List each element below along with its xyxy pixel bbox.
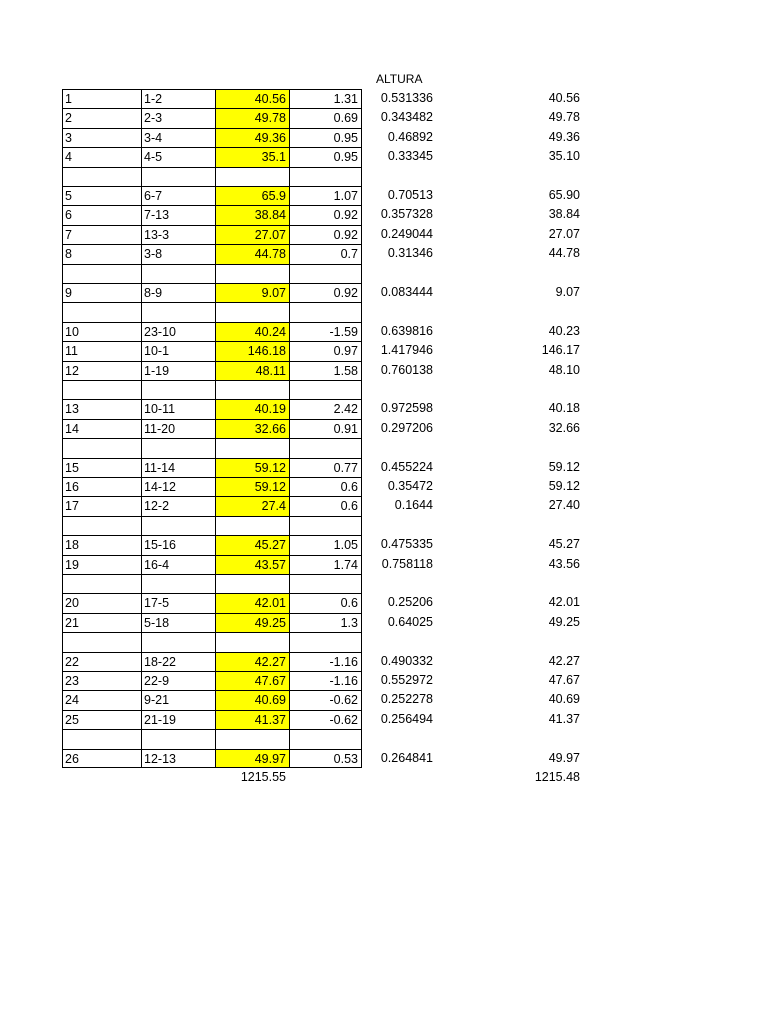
cell-calc: 0.972598	[380, 401, 433, 416]
cell-height: 1.31	[289, 89, 362, 108]
cell-segment	[141, 380, 215, 399]
cell-height: 0.97	[289, 341, 362, 360]
cell-calc: 0.475335	[380, 537, 433, 552]
cell-calc: 0.256494	[380, 711, 433, 726]
cell-height: 2.42	[289, 399, 362, 418]
cell-result: 40.56	[548, 91, 580, 105]
cell-distance	[215, 438, 289, 457]
cell-distance	[215, 632, 289, 651]
cell-number: 4	[62, 147, 141, 166]
cell-distance: 40.19	[215, 399, 289, 418]
total-result: 1215.48	[534, 770, 580, 784]
cell-segment: 7-13	[141, 205, 215, 224]
cell-segment: 2-3	[141, 108, 215, 127]
cell-distance: 9.07	[215, 283, 289, 302]
cell-height: -1.59	[289, 322, 362, 341]
cell-number: 16	[62, 477, 141, 496]
cell-height	[289, 302, 362, 321]
cell-calc: 0.249044	[380, 226, 433, 241]
cell-distance: 49.25	[215, 613, 289, 632]
cell-result: 49.25	[548, 614, 580, 629]
cell-calc: 0.552972	[380, 673, 433, 687]
cell-result: 42.01	[548, 595, 580, 610]
table-row	[0, 399, 768, 418]
cell-result	[436, 438, 582, 457]
cell-number: 12	[62, 361, 141, 380]
cell-segment	[141, 516, 215, 535]
cell-segment: 6-7	[141, 186, 215, 205]
cell-distance: 35.1	[215, 147, 289, 166]
table-row	[0, 341, 768, 360]
cell-calc	[362, 729, 436, 748]
cell-number: 21	[62, 613, 141, 632]
cell-number: 26	[62, 749, 141, 768]
cell-segment: 14-12	[141, 477, 215, 496]
cell-number: 10	[62, 322, 141, 341]
cell-result: 27.07	[548, 226, 580, 241]
cell-distance: 40.56	[215, 89, 289, 108]
cell-result: 45.27	[548, 537, 580, 552]
cell-height	[289, 516, 362, 535]
cell-calc: 0.1644	[394, 498, 433, 513]
table-row	[0, 749, 768, 768]
cell-number	[62, 167, 141, 186]
table-row	[0, 438, 768, 457]
cell-distance: 27.4	[215, 496, 289, 515]
cell-height: 0.92	[289, 225, 362, 244]
cell-segment: 10-11	[141, 399, 215, 418]
table-row	[0, 322, 768, 341]
cell-distance: 45.27	[215, 535, 289, 554]
cell-segment: 3-8	[141, 244, 215, 263]
cell-height: -0.62	[289, 710, 362, 729]
cell-number: 17	[62, 496, 141, 515]
cell-distance: 42.01	[215, 593, 289, 612]
cell-height	[289, 380, 362, 399]
cell-result: 9.07	[555, 285, 580, 299]
cell-calc: 0.70513	[387, 188, 433, 202]
cell-result	[436, 574, 582, 593]
cell-number: 23	[62, 671, 141, 690]
table-row	[0, 574, 768, 593]
cell-distance	[215, 729, 289, 748]
cell-result: 40.69	[548, 692, 580, 707]
table-row	[0, 613, 768, 632]
cell-height	[289, 574, 362, 593]
cell-result: 48.10	[548, 362, 580, 377]
cell-segment: 12-2	[141, 496, 215, 515]
cell-segment: 16-4	[141, 555, 215, 574]
cell-distance: 44.78	[215, 244, 289, 263]
cell-distance	[215, 167, 289, 186]
cell-distance	[215, 264, 289, 283]
cell-height	[289, 729, 362, 748]
table-row	[0, 652, 768, 671]
table-row	[0, 361, 768, 380]
cell-segment: 1-2	[141, 89, 215, 108]
cell-segment: 10-1	[141, 341, 215, 360]
table-row	[0, 380, 768, 399]
cell-calc	[362, 632, 436, 651]
cell-calc: 0.252278	[380, 692, 433, 707]
table-row	[0, 710, 768, 729]
table-row	[0, 632, 768, 651]
cell-segment: 13-3	[141, 225, 215, 244]
cell-height: 1.07	[289, 186, 362, 205]
table-row	[0, 186, 768, 205]
cell-result: 27.40	[548, 498, 580, 513]
table-row	[0, 458, 768, 477]
cell-result: 49.97	[548, 750, 580, 765]
table-row	[0, 283, 768, 302]
cell-result: 59.12	[548, 459, 580, 474]
cell-calc: 0.64025	[387, 614, 433, 629]
cell-number: 22	[62, 652, 141, 671]
cell-segment	[141, 438, 215, 457]
table-row	[0, 89, 768, 108]
cell-segment: 17-5	[141, 593, 215, 612]
cell-distance: 42.27	[215, 652, 289, 671]
cell-distance: 38.84	[215, 205, 289, 224]
cell-height	[289, 167, 362, 186]
cell-segment: 23-10	[141, 322, 215, 341]
cell-segment: 21-19	[141, 710, 215, 729]
cell-height: 0.6	[289, 593, 362, 612]
table-row	[0, 264, 768, 283]
cell-distance: 49.78	[215, 108, 289, 127]
cell-number	[62, 438, 141, 457]
cell-calc	[362, 167, 436, 186]
table-row	[0, 302, 768, 321]
cell-calc	[362, 516, 436, 535]
cell-segment: 18-22	[141, 652, 215, 671]
cell-number: 3	[62, 128, 141, 147]
cell-segment	[141, 632, 215, 651]
cell-result: 49.78	[548, 110, 580, 125]
cell-number	[62, 632, 141, 651]
cell-height: 0.69	[289, 108, 362, 127]
cell-height: -1.16	[289, 671, 362, 690]
cell-height: 0.6	[289, 496, 362, 515]
cell-segment: 11-20	[141, 419, 215, 438]
cell-number: 5	[62, 186, 141, 205]
table-row	[0, 496, 768, 515]
cell-height: 1.05	[289, 535, 362, 554]
cell-segment: 9-21	[141, 690, 215, 709]
cell-calc: 0.490332	[380, 653, 433, 668]
table-row	[0, 167, 768, 186]
cell-height: -1.16	[289, 652, 362, 671]
cell-segment: 15-16	[141, 535, 215, 554]
cell-result	[436, 516, 582, 535]
table-row	[0, 593, 768, 612]
cell-segment: 12-13	[141, 749, 215, 768]
table-row	[0, 477, 768, 496]
cell-segment: 3-4	[141, 128, 215, 147]
totals-row	[0, 768, 768, 787]
cell-distance	[215, 380, 289, 399]
cell-number: 20	[62, 593, 141, 612]
cell-result	[436, 380, 582, 399]
cell-distance: 40.69	[215, 690, 289, 709]
cell-height: 0.6	[289, 477, 362, 496]
cell-calc: 0.639816	[380, 323, 433, 338]
cell-calc: 0.46892	[387, 129, 433, 144]
cell-number	[62, 516, 141, 535]
cell-distance: 146.18	[215, 341, 289, 360]
cell-result: 35.10	[548, 149, 580, 164]
table-row	[0, 108, 768, 127]
cell-segment: 11-14	[141, 458, 215, 477]
cell-height: 1.3	[289, 613, 362, 632]
table-row	[0, 671, 768, 690]
cell-number	[62, 380, 141, 399]
cell-number: 24	[62, 690, 141, 709]
cell-number: 15	[62, 458, 141, 477]
cell-segment: 8-9	[141, 283, 215, 302]
table-row	[0, 244, 768, 263]
cell-distance: 49.97	[215, 749, 289, 768]
cell-distance: 41.37	[215, 710, 289, 729]
cell-result: 44.78	[548, 246, 580, 261]
table-row	[0, 128, 768, 147]
cell-result: 40.18	[548, 401, 580, 416]
cell-height: 0.92	[289, 283, 362, 302]
cell-segment	[141, 729, 215, 748]
cell-segment	[141, 167, 215, 186]
table-row	[0, 555, 768, 574]
cell-calc	[362, 574, 436, 593]
cell-distance	[215, 516, 289, 535]
cell-calc: 0.083444	[380, 285, 433, 299]
cell-segment: 1-19	[141, 361, 215, 380]
cell-height	[289, 632, 362, 651]
cell-distance: 47.67	[215, 671, 289, 690]
cell-distance: 65.9	[215, 186, 289, 205]
cell-calc: 0.25206	[387, 595, 433, 610]
table-row	[0, 729, 768, 748]
cell-result: 40.23	[548, 323, 580, 338]
cell-distance: 59.12	[215, 477, 289, 496]
cell-result: 42.27	[548, 653, 580, 668]
cell-segment	[141, 302, 215, 321]
cell-result: 43.56	[548, 556, 580, 571]
cell-distance: 32.66	[215, 419, 289, 438]
cell-segment	[141, 574, 215, 593]
cell-height	[289, 264, 362, 283]
cell-height: 0.53	[289, 749, 362, 768]
cell-calc: 0.297206	[380, 420, 433, 435]
cell-result: 47.67	[548, 673, 580, 687]
table-row	[0, 419, 768, 438]
cell-result	[436, 302, 582, 321]
cell-calc: 0.758118	[381, 556, 433, 571]
cell-result	[436, 264, 582, 283]
cell-height: 0.95	[289, 128, 362, 147]
cell-number	[62, 264, 141, 283]
cell-height: 1.58	[289, 361, 362, 380]
cell-number: 8	[62, 244, 141, 263]
cell-calc	[362, 264, 436, 283]
cell-distance	[215, 574, 289, 593]
cell-number	[62, 574, 141, 593]
cell-result	[436, 167, 582, 186]
total-distance: 1215.55	[240, 770, 286, 784]
cell-calc: 1.417946	[380, 343, 433, 358]
cell-height: 0.91	[289, 419, 362, 438]
cell-result: 41.37	[548, 711, 580, 726]
cell-height: 0.92	[289, 205, 362, 224]
cell-calc: 0.31346	[387, 246, 433, 261]
cell-calc	[362, 380, 436, 399]
cell-number	[62, 302, 141, 321]
table-row	[0, 690, 768, 709]
cell-result: 59.12	[548, 479, 580, 493]
cell-result: 65.90	[548, 188, 580, 202]
cell-calc: 0.531336	[380, 91, 433, 105]
table-row	[0, 535, 768, 554]
cell-distance: 40.24	[215, 322, 289, 341]
cell-segment: 22-9	[141, 671, 215, 690]
cell-segment: 4-5	[141, 147, 215, 166]
cell-number: 14	[62, 419, 141, 438]
cell-number: 25	[62, 710, 141, 729]
cell-calc: 0.264841	[380, 750, 433, 765]
cell-result: 38.84	[548, 207, 580, 222]
cell-number: 2	[62, 108, 141, 127]
cell-number	[62, 729, 141, 748]
cell-number: 6	[62, 205, 141, 224]
cell-result	[436, 729, 582, 748]
cell-distance	[215, 302, 289, 321]
cell-result: 32.66	[548, 420, 580, 435]
cell-number: 18	[62, 535, 141, 554]
cell-height: 0.7	[289, 244, 362, 263]
cell-calc: 0.455224	[380, 459, 433, 474]
cell-distance: 49.36	[215, 128, 289, 147]
cell-segment	[141, 264, 215, 283]
cell-height	[289, 438, 362, 457]
cell-distance: 27.07	[215, 225, 289, 244]
cell-height: 0.77	[289, 458, 362, 477]
cell-calc	[362, 438, 436, 457]
cell-result	[436, 632, 582, 651]
cell-result: 146.17	[541, 343, 580, 358]
cell-height: 1.74	[289, 555, 362, 574]
cell-segment: 5-18	[141, 613, 215, 632]
cell-calc: 0.357328	[380, 207, 433, 222]
cell-number: 19	[62, 555, 141, 574]
cell-height: 0.95	[289, 147, 362, 166]
cell-number: 1	[62, 89, 141, 108]
cell-calc: 0.35472	[387, 479, 433, 493]
table-row	[0, 516, 768, 535]
column-header-altura: ALTURA	[376, 72, 423, 86]
cell-number: 9	[62, 283, 141, 302]
table-row	[0, 225, 768, 244]
cell-distance: 48.11	[215, 361, 289, 380]
cell-result: 49.36	[548, 129, 580, 144]
cell-calc: 0.760138	[380, 362, 433, 377]
table-row	[0, 205, 768, 224]
cell-calc	[362, 302, 436, 321]
cell-number: 13	[62, 399, 141, 418]
cell-distance: 43.57	[215, 555, 289, 574]
cell-calc: 0.33345	[387, 149, 433, 164]
cell-height: -0.62	[289, 690, 362, 709]
cell-distance: 59.12	[215, 458, 289, 477]
cell-calc: 0.343482	[380, 110, 433, 125]
cell-number: 7	[62, 225, 141, 244]
table-row	[0, 147, 768, 166]
cell-number: 11	[62, 341, 141, 360]
